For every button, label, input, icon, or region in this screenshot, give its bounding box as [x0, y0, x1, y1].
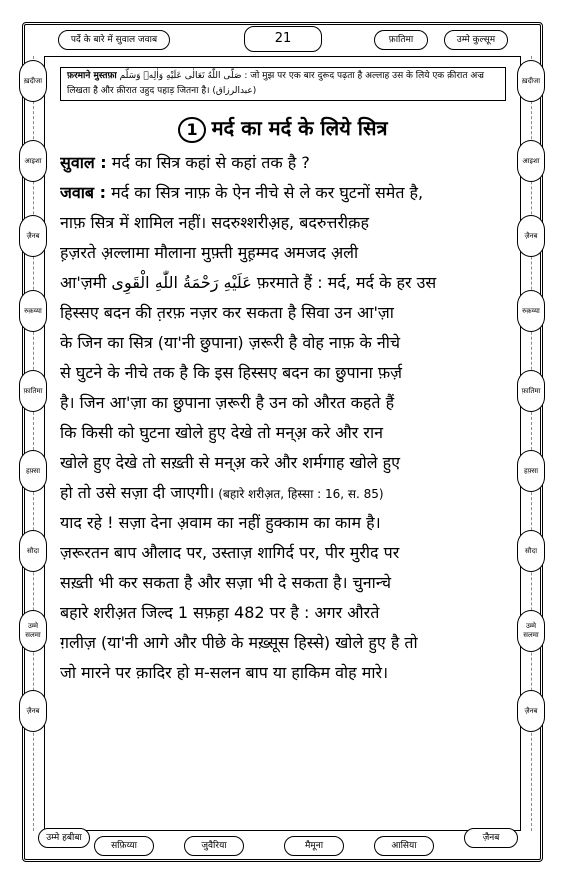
footer-corner-left: उम्मे हबीबा — [38, 828, 90, 848]
line-label: सुवाल : — [60, 153, 107, 172]
line-text: जो मारने पर क़ादिर हो म-सलन बाप या हाकिम वोह मारे। — [60, 663, 389, 682]
body-text — [60, 148, 506, 688]
right-side-badge: उम्मे सलमा — [517, 610, 545, 652]
header-left-label: पर्दे के बारे में सुवाल जवाब — [58, 30, 170, 50]
footer-label-3: मैमूना — [284, 836, 344, 856]
section-number: 1 — [178, 117, 205, 143]
left-side-badge: ख़दीजा — [19, 60, 47, 102]
text-line — [60, 568, 506, 598]
header-right-label: फ़ातिमा — [374, 30, 428, 50]
notice-arabic: صَلَّى اللّٰهُ تَعَالٰى عَلَيْهِ وَاٰلِهٖ وَسَلَّم — [119, 71, 242, 81]
notice-line2: लिखता है और क़ीरात उहुद पहाड़ जितना है। — [67, 86, 210, 96]
footer-label-4: आसिया — [374, 836, 434, 856]
text-line — [60, 148, 506, 178]
text-line — [60, 418, 506, 448]
right-side-badge: हफ़्सा — [517, 450, 545, 492]
line-text: खोले हुए देखे तो सख़्ती से मन्अ़ करे और शर्मगाह खोले हुए — [60, 453, 400, 472]
line-text: ग़लीज़ (या'नी आगे और पीछे के मख़्सूस हिस्से) खोले हुए है तो — [60, 633, 418, 652]
footer — [44, 828, 521, 862]
text-line — [60, 448, 506, 478]
line-text: हिस्सए बदन की त़रफ़ नज़र कर सकता है सिवा उन आ'ज़ा — [60, 303, 394, 322]
notice-label: फ़रमाने मुस्तफ़ा — [67, 71, 117, 81]
text-line — [60, 328, 506, 358]
line-text: याद रहे ! सज़ा देना अ़वाम का नहीं हुक्काम का काम है। — [60, 513, 381, 532]
right-side-badge: ख़दीजा — [517, 60, 545, 102]
text-line — [60, 628, 506, 658]
line-text: कि किसी को घुटना खोले हुए देखे तो मन्अ़ करे और रान — [60, 423, 384, 442]
left-side-badge: उम्मे सलमा — [19, 610, 47, 652]
text-line — [60, 298, 506, 328]
line-text: आ'ज़मी عَلَيْهِ رَحْمَةُ اللّٰهِ الْقَوِى फ़रमाते हैं : मर्द, मर्द के हर उस — [60, 273, 437, 292]
left-side-badge: सौदा — [19, 530, 47, 572]
footer-label-2: जुवैरिया — [184, 836, 244, 856]
line-text: मर्द का सित्र कहां से कहां तक है ? — [106, 153, 310, 172]
left-side-badge: रुक़य्या — [19, 290, 47, 332]
notice-line1: : जो मुझ पर एक बार दुरूद पढ़ता है अल्लाह उस के लिये एक क़ीरात अज्र — [244, 71, 484, 81]
line-text: नाफ़ सित्र में शामिल नहीं। सदरुश्शरीअ़ह, बदरुत्तरीक़ह — [60, 213, 369, 232]
header-corner-label: उम्मे कुल्सूम — [444, 30, 508, 50]
line-text: सख़्ती भी कर सकता है और सज़ा भी दे सकता है। चुनान्चे — [60, 573, 392, 592]
text-line — [60, 478, 506, 508]
page-number: 21 — [244, 26, 322, 52]
line-text: बहारे शरीअ़त जिल्द 1 सफ़ह़ा 482 पर है : अगर औरते — [60, 603, 380, 622]
left-side-badge: ज़ैनब — [19, 690, 47, 732]
text-line — [60, 238, 506, 268]
section-title — [60, 112, 506, 144]
line-text: के जिन का सित्र (या'नी छुपाना) ज़रूरी है वोह नाफ़ के नीचे — [60, 333, 401, 352]
hadith-notice — [60, 67, 506, 101]
left-side-badge: फ़ातिमा — [19, 370, 47, 412]
left-side-badge: आइशा — [19, 140, 47, 182]
line-text: मर्द का सित्र नाफ़ के ऐन नीचे से ले कर घुटनों समेत है, — [106, 183, 424, 202]
right-side-badge: सौदा — [517, 530, 545, 572]
text-line — [60, 178, 506, 208]
left-side-badge: हफ़्सा — [19, 450, 47, 492]
footer-label-1: सफ़िय्या — [94, 836, 154, 856]
text-line — [60, 598, 506, 628]
right-side-badge: रुक़य्या — [517, 290, 545, 332]
right-side-badge: ज़ैनब — [517, 215, 545, 257]
line-label: जवाब : — [60, 183, 107, 202]
line-text: हो तो उसे सज़ा दी जाएगी। — [60, 483, 215, 502]
reference: (बहारे शरीअ़त, हिस्सा : 16, स. 85) — [214, 487, 384, 501]
text-line — [60, 658, 506, 688]
text-line — [60, 538, 506, 568]
line-text: ह़ज़रते अ़ल्लामा मौलाना मुफ़्ती मुह़म्मद अमजद अ़ली — [60, 243, 359, 262]
text-line — [60, 208, 506, 238]
text-line — [60, 388, 506, 418]
header — [44, 24, 521, 54]
section-title-text: मर्द का मर्द के लिये सित्र — [211, 116, 388, 140]
right-side-badge: ज़ैनब — [517, 690, 545, 732]
text-line — [60, 358, 506, 388]
notice-source: (عبدالرزاق) — [212, 86, 257, 96]
line-text: ज़रूरतन बाप औलाद पर, उस्ताज़ शागिर्द पर, पीर मुरीद पर — [60, 543, 400, 562]
right-side-badge: फ़ातिमा — [517, 370, 545, 412]
line-text: से घुटने के नीचे तक है कि इस हिस्सए बदन का छुपाना फ़र्ज़ — [60, 363, 403, 382]
line-text: है। जिन आ'ज़ा का छुपाना ज़रूरी है उन को औरत कहते हैं — [60, 393, 395, 412]
right-side-badge: आइशा — [517, 140, 545, 182]
text-line — [60, 268, 506, 298]
left-side-badge: ज़ैनब — [19, 215, 47, 257]
footer-corner-right: ज़ैनब — [464, 828, 518, 848]
text-line — [60, 508, 506, 538]
